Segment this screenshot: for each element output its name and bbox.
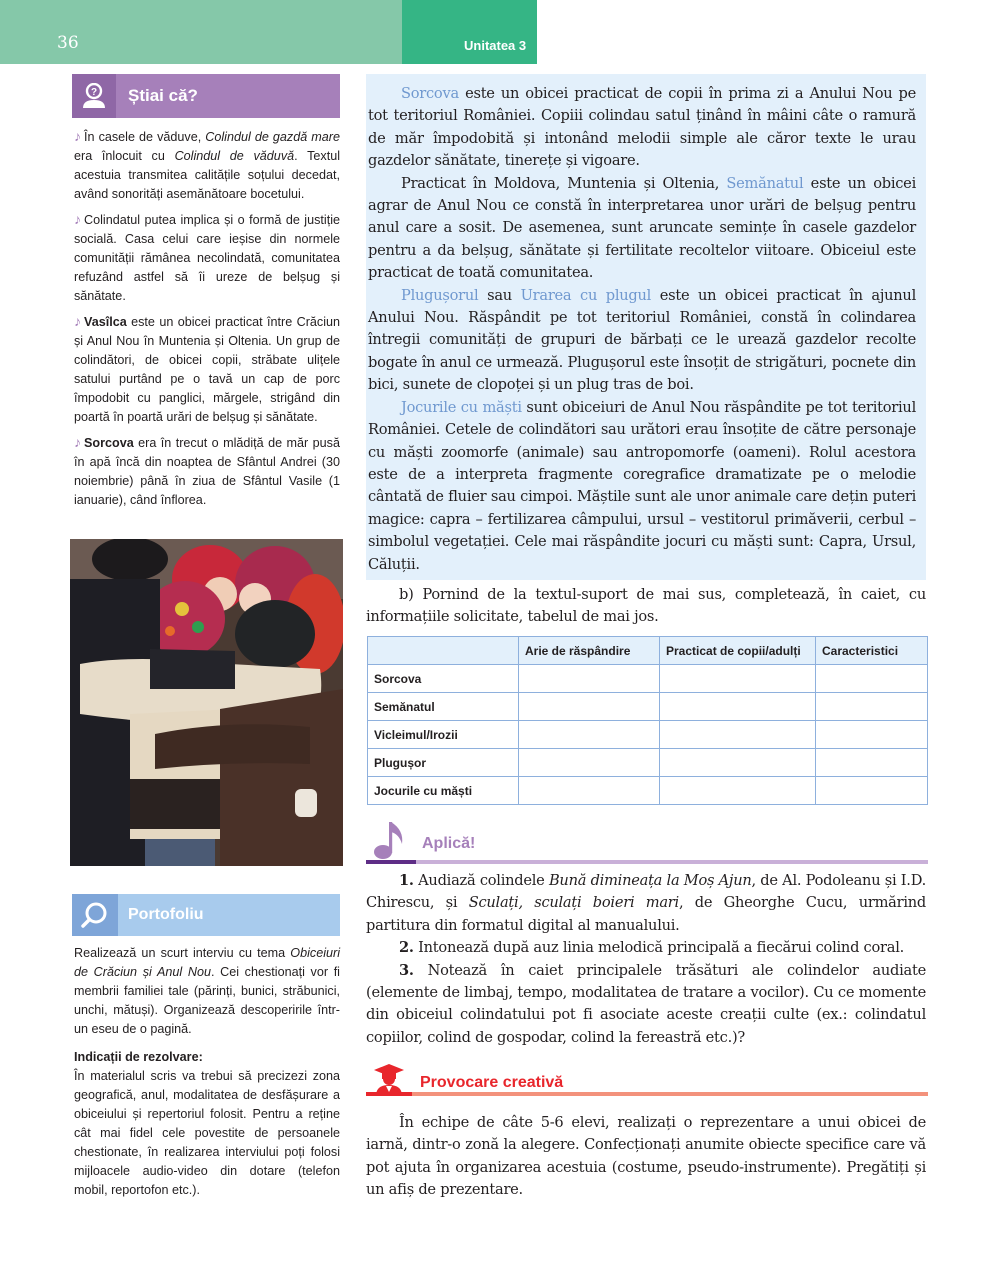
provocare-text: În echipe de câte 5-6 elevi, realizați o reprezentare a unui obicei de iarnă, dintr-o zonă la alegere. Confecționați anumite obiecte specifice care vă pot ajuta în organizarea acestuia (costume, pseudo-instrumente). Pregătiți și un afiș de prezentare. <box>366 1114 926 1199</box>
portofoliu-body <box>74 944 340 1207</box>
paragraph-semanatul: Practicat în Moldova, Muntenia și Oltenia, Semănatul este un obicei agrar de Anul Nou ce constă în interpretarea unor urări de belșug pentru anul care a sosit. De asemenea, sunt aruncate semințe în casele gazdelor pentru a da belșug, sănătate și fertilitate recoltelor viitoare. Obiceiul este practicat de toată comunitatea. <box>368 174 916 282</box>
page-number: 36 <box>57 33 79 53</box>
table-cell <box>519 693 660 721</box>
aplica-item: 2. Intonează după auz linia melodică principală a fiecărui colind coral. <box>399 939 905 957</box>
music-note-icon: ♪ <box>74 313 81 329</box>
unit-label: Unitatea 3 <box>464 38 527 53</box>
header-band-left <box>0 0 402 64</box>
stiai-item: ♪ Sorcova era în trecut o mlădiță de măr pusă în apă încă din noaptea de Sfântul Andrei (30 noiembrie) până în ziua de Sfântul Vasile (1 ianuarie), când înflorea. <box>74 434 340 507</box>
table-header-cell: Caracteristici <box>816 637 928 665</box>
table-cell <box>816 749 928 777</box>
aplica-list <box>366 870 926 1049</box>
indicatii-title: Indicații de rezolvare: <box>74 1050 203 1064</box>
table-row <box>368 693 928 721</box>
stiai-ca-title: Știai că? <box>128 86 198 105</box>
aplica-header <box>366 818 928 864</box>
table-row <box>368 721 928 749</box>
paragraph-plugusorul: Plugușorul sau Urarea cu plugul este un obicei practicat în ajunul Anului Nou. Răspândit pe tot teritoriul României, constă în colindarea întregii comunități de grupuri de bărbați ce le urează gazdelor recolte bogate în anul ce urmează. Plugușorul este însoțit de strigături, pocnete din bici, sunete de clopoței și un plug tras de boi. <box>368 286 916 394</box>
table-cell <box>660 693 816 721</box>
provocare-header <box>366 1060 928 1106</box>
table-cell <box>816 693 928 721</box>
aplica-rule <box>416 860 928 864</box>
aplica-title: Aplică! <box>422 835 476 852</box>
magnifier-icon <box>72 894 118 936</box>
table-cell <box>816 777 928 805</box>
table-row <box>368 749 928 777</box>
table-header-row <box>368 637 928 665</box>
stiai-ca-header <box>72 74 340 118</box>
aplica-rule-accent <box>366 860 416 864</box>
provocare-title: Provocare creativă <box>420 1074 564 1091</box>
table-header-cell: Arie de răspândire <box>519 637 660 665</box>
stiai-ca-list <box>74 128 340 517</box>
header-band-right <box>402 0 537 64</box>
table-cell <box>816 665 928 693</box>
provocare-rule-accent <box>366 1092 412 1096</box>
table-cell <box>519 665 660 693</box>
portofoliu-header <box>72 894 340 936</box>
paragraph-sorcova: Sorcova este un obicei practicat de copii în prima zi a Anului Nou pe tot teritoriul României. Copiii colindau satul ținând în mâini câte o ramură de măr împodobită și intonând melodii simple ale căror texte le urau gazdelor sănătate, tinerețe și vigoare. <box>368 85 916 170</box>
music-note-icon <box>372 820 406 860</box>
obiceiuri-text <box>366 83 926 576</box>
table-row <box>368 665 928 693</box>
table-row-label: Vicleimul/Irozii <box>368 721 519 749</box>
table-row-label: Sorcova <box>368 665 519 693</box>
table-cell <box>660 721 816 749</box>
obiceiuri-table <box>367 636 928 805</box>
provocare-rule <box>412 1092 928 1096</box>
table-cell <box>816 721 928 749</box>
table-row-label: Plugușor <box>368 749 519 777</box>
table-cell <box>660 749 816 777</box>
stiai-item: ♪ Vasîlca este un obicei practicat între Crăciun și Anul Nou în Muntenia și Oltenia. Un grup de colindători, de obicei copii, străbate ulițele satului purtând pe o tavă un cap de porc împodobit cu panglici, mărgele, strigând din poartă în poartă urări de belșug și sănătate. <box>74 313 340 424</box>
table-row-label: Semănatul <box>368 693 519 721</box>
indicatii-text: În materialul scris va trebui să precizezi zona geografică, anul, modalitatea de desfășurare a obiceiului și repertoriul folosit. Pentru a reține cât mai fidel cele povestite de persoanele chestionate, în realizarea interviului poți folosi mijloacele audio-video din dotare (telefon mobil, reportofon etc.). <box>74 1069 340 1197</box>
table-cell <box>660 665 816 693</box>
aplica-item: 1. Audiază colindele Bună dimineața la Moș Ajun, de Al. Podoleanu și I.D. Chirescu, și Sculați, sculați boieri mari, de Gheorghe Cucu, urmărind partitura din formatul digital al manualului. <box>366 872 927 934</box>
music-note-icon: ♪ <box>74 434 81 450</box>
stiai-item: ♪ Colindatul putea implica și o formă de justiție socială. Casa celui care ieșise din normele comunității rămânea necolindată, comunitatea refuzând astfel să îi ureze de belșug și sănătate. <box>74 211 340 303</box>
stiai-item: ♪ În casele de văduve, Colindul de gazdă mare era înlocuit cu Colindul de văduvă. Textul acestuia transmitea calitățile soțului decedat, având sonorități asemănătoare bocetului. <box>74 128 341 201</box>
portofoliu-title: Portofoliu <box>128 906 204 923</box>
table-row <box>368 777 928 805</box>
table-cell <box>519 721 660 749</box>
task-b: b) Pornind de la textul-suport de mai sus, completează, în caiet, cu informațiile solicitate, tabelul de mai jos. <box>366 586 926 626</box>
paragraph-jocurile: Jocurile cu măști sunt obiceiuri de Anul Nou răspândite pe tot teritoriul României. Cetele de colindători sau urători erau însoțite de către personaje cu măști zoomorfe (animale) sau antropomorfe (oameni). Rolul acestora este de a interpreta fragmente coregrafice dramatizate pe o melodie cântată de fluier sau cimpoi. Măștile sunt ale unor animale care dețin puteri magice: capra – fertilizarea câmpului, ursul – vestitorul primăverii, cerbul – simbolul vegetației. Cele mai răspândite jocuri cu măști sunt: Capra, Ursul, Căluții. <box>368 398 916 573</box>
person-question-icon <box>72 74 116 118</box>
table-header-cell <box>368 637 519 665</box>
table-cell <box>660 777 816 805</box>
svg-text:?: ? <box>90 87 98 98</box>
carolers-photo <box>70 539 343 866</box>
portofoliu-text: Realizează un scurt interviu cu tema Obiceiuri de Crăciun și Anul Nou. Cei chestionați vor fi membrii familiei tale (părinți, bunici, străbunici, unchi, mătuși). Organizează descoperirile într-un eseu de o pagină. <box>74 946 340 1036</box>
table-cell <box>519 777 660 805</box>
aplica-item: 3. Notează în caiet principalele trăsături ale colindelor audiate (elemente de limbaj, tempo, modalitatea de tratare a vocilor). Cu ce momente din obiceiul colindatului pot fi asociate aceste creații culte (ex.: colindatul copiilor, colind de gospodar, colind la fereastră etc.)? <box>366 961 926 1046</box>
music-note-icon: ♪ <box>74 211 81 227</box>
table-row-label: Jocurile cu măști <box>368 777 519 805</box>
table-cell <box>519 749 660 777</box>
music-note-icon: ♪ <box>74 128 81 144</box>
table-header-cell: Practicat de copii/adulți <box>660 637 816 665</box>
